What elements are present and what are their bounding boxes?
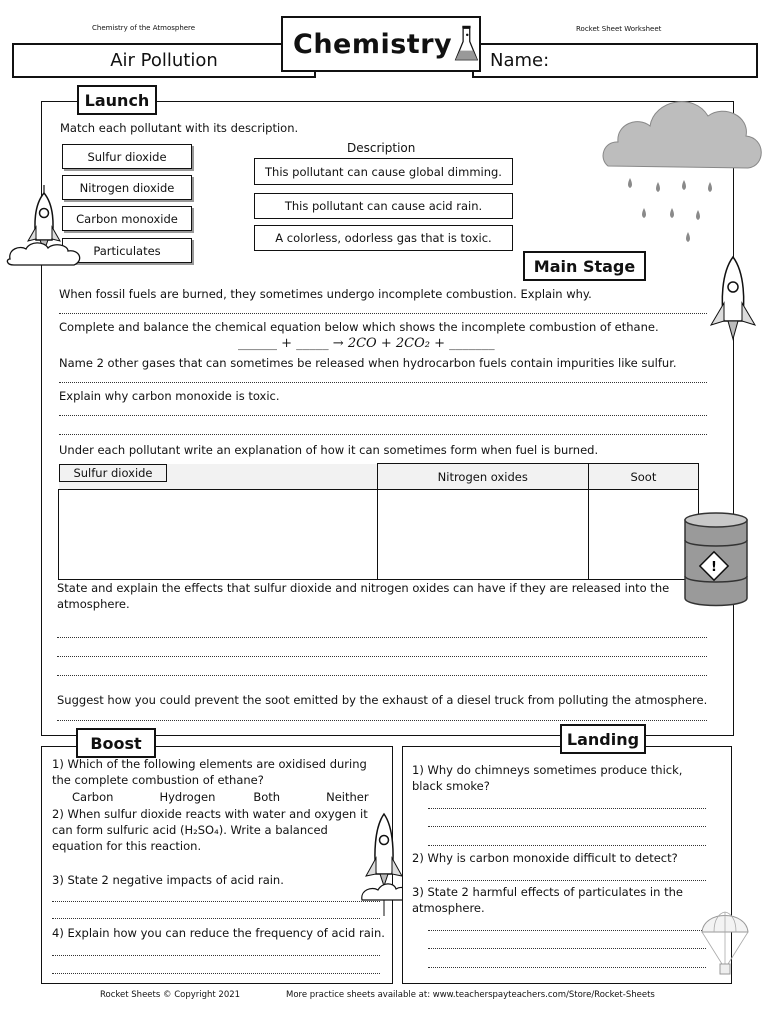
answer-line[interactable] [57,675,707,676]
landing-question-2: 2) Why is carbon monoxide difficult to detect? [412,851,678,865]
header-right-caption: Rocket Sheet Worksheet [576,25,662,33]
table-header-nitrogen-oxides: Nitrogen oxides [377,464,588,490]
description-heading: Description [347,141,416,155]
answer-line[interactable] [52,973,380,974]
answer-line[interactable] [59,382,707,383]
table-cell-nitrogen-oxides[interactable] [377,490,588,580]
pollutant-box-carbon-monoxide[interactable]: Carbon monoxide [62,206,192,231]
boost-question-2: 2) When sulfur dioxide reacts with water and oxygen it can form sulfuric acid (H₂SO₄). Write a balanced equation for this reaction. [52,807,368,853]
rocket-icon [4,185,86,275]
description-box-2[interactable]: This pollutant can cause acid rain. [254,193,513,219]
option-both[interactable]: Both [253,790,281,804]
pollutant-table [58,463,699,580]
answer-line[interactable] [428,808,706,809]
answer-line[interactable] [59,415,707,416]
main-question-3: Name 2 other gases that can sometimes be released when hydrocarbon fuels contain impurities like sulfur. [59,356,677,370]
main-question-2: Complete and balance the chemical equation below which shows the incomplete combustion of ethane. [59,320,659,334]
answer-line[interactable] [57,637,707,638]
launch-label: Launch [77,85,157,115]
answer-line[interactable] [428,826,706,827]
topic-box [12,43,316,78]
answer-line[interactable] [52,955,380,956]
landing-question-3: 3) State 2 harmful effects of particulates in the atmosphere. [412,885,683,915]
answer-line[interactable] [428,967,706,968]
page-title: Chemistry [293,28,453,60]
table-header-sulfur-dioxide: Sulfur dioxide [59,464,168,482]
rain-cloud-icon [598,86,766,246]
boost-label: Boost [76,728,156,758]
answer-line[interactable] [52,901,380,902]
topic-title: Air Pollution [110,50,218,71]
option-neither[interactable]: Neither [326,790,369,804]
answer-line[interactable] [428,880,706,881]
footer-copyright: Rocket Sheets © Copyright 2021 [100,990,241,1000]
footer-link[interactable]: More practice sheets available at: www.teacherspayteachers.com/Store/Rocket-Sheets [286,990,655,1000]
answer-line[interactable] [59,434,707,435]
main-question-5: Under each pollutant write an explanation of how it can sometimes form when fuel is burned. [59,443,599,457]
launch-instruction: Match each pollutant with its description. [60,121,299,135]
title-box [281,16,481,72]
answer-line[interactable] [428,948,706,949]
answer-line[interactable] [59,313,707,314]
answer-line[interactable] [428,930,706,931]
flask-icon [454,19,479,69]
hazard-barrel-icon [682,512,750,608]
boost-question-1: 1) Which of the following elements are oxidised during the complete combustion of ethane? [52,757,367,787]
pollutant-box-particulates[interactable]: Particulates [62,238,192,263]
main-question-4: Explain why carbon monoxide is toxic. [59,389,280,403]
description-box-3[interactable]: A colorless, odorless gas that is toxic. [254,225,513,251]
landing-question-1: 1) Why do chimneys sometimes produce thick, black smoke? [412,763,683,793]
main-question-6: State and explain the effects that sulfur dioxide and nitrogen oxides can have if they are released into the atmosphere. [57,581,670,611]
option-carbon[interactable]: Carbon [72,790,114,804]
table-header-soot: Soot [588,464,698,490]
chemical-equation[interactable]: ______ + _____ → 2CO + 2CO₂ + _______ [238,336,495,351]
answer-line[interactable] [52,918,380,919]
landing-label: Landing [560,724,646,754]
option-hydrogen[interactable]: Hydrogen [159,790,216,804]
boost-question-4: 4) Explain how you can reduce the frequency of acid rain. [52,926,385,940]
main-question-1: When fossil fuels are burned, they sometimes undergo incomplete combustion. Explain why. [59,287,592,301]
boost-options [52,790,382,804]
parachute-icon [700,908,750,978]
pollutant-box-nitrogen-dioxide[interactable]: Nitrogen dioxide [62,175,192,200]
rocket-icon [703,255,763,345]
answer-line[interactable] [57,720,707,721]
main-question-7: Suggest how you could prevent the soot emitted by the exhaust of a diesel truck from polluting the atmosphere. [57,693,708,707]
name-field[interactable] [472,43,758,78]
description-box-1[interactable]: This pollutant can cause global dimming. [254,158,513,185]
pollutant-box-sulfur-dioxide[interactable]: Sulfur dioxide [62,144,192,169]
name-label: Name: [490,50,550,71]
svg-text:!: ! [711,560,717,575]
header-left-caption: Chemistry of the Atmosphere [92,24,196,32]
boost-question-3: 3) State 2 negative impacts of acid rain. [52,873,284,887]
answer-line[interactable] [428,845,706,846]
table-cell-sulfur-dioxide[interactable] [59,490,378,580]
answer-line[interactable] [57,656,707,657]
main-stage-label: Main Stage [523,251,646,281]
